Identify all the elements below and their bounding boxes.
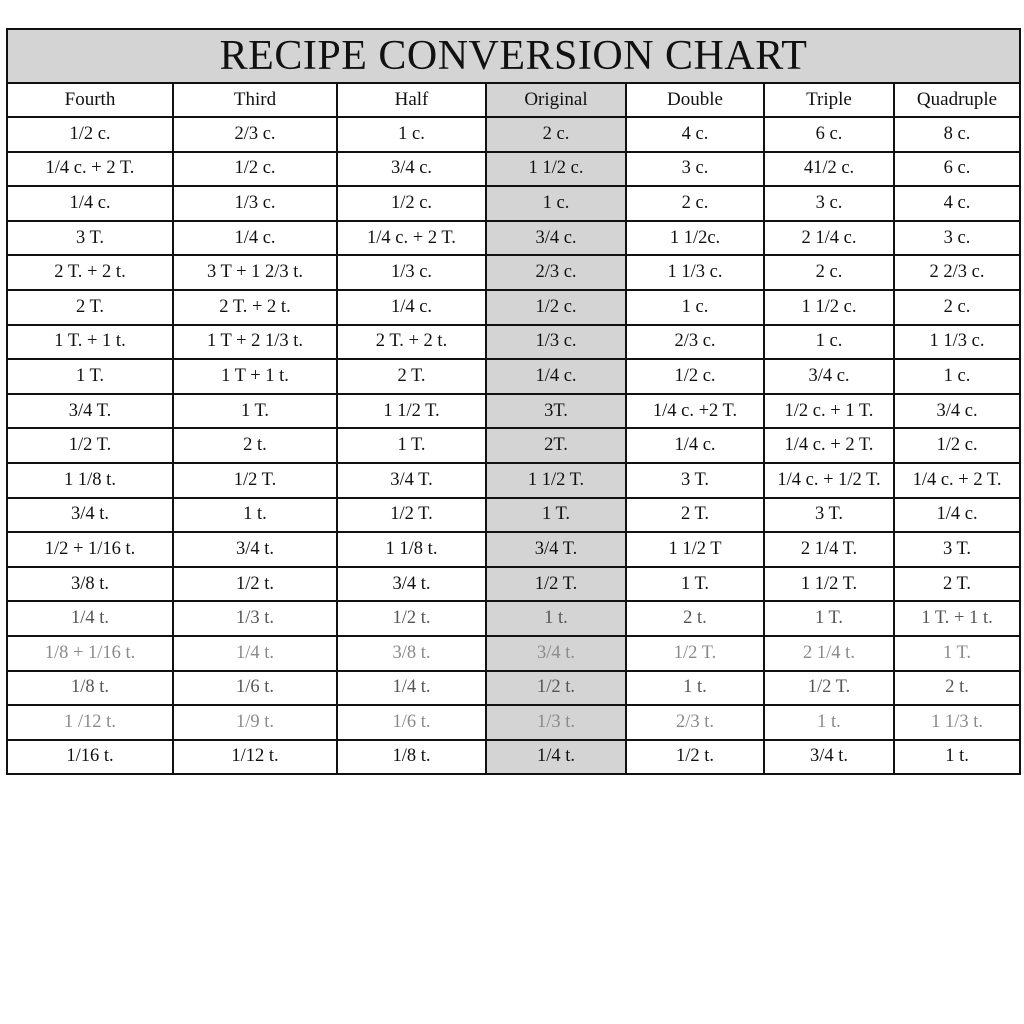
cell-double: 3 T. [626,463,764,498]
cell-half: 1/3 c. [337,255,486,290]
cell-half: 3/4 T. [337,463,486,498]
cell-double: 2/3 c. [626,325,764,360]
cell-original: 3T. [486,394,626,429]
cell-quadruple: 1/4 c. [894,498,1020,533]
cell-fourth: 1 T. [7,359,173,394]
column-header-double: Double [626,83,764,117]
cell-half: 1/8 t. [337,740,486,775]
cell-half: 3/4 c. [337,152,486,187]
cell-fourth: 1/2 T. [7,428,173,463]
cell-triple: 3 T. [764,498,894,533]
table-row [7,463,1020,498]
cell-third: 1 T. [173,394,337,429]
cell-half: 1/2 t. [337,601,486,636]
cell-original: 1/4 t. [486,740,626,775]
cell-third: 3 T + 1 2/3 t. [173,255,337,290]
table-row [7,255,1020,290]
cell-original: 1 T. [486,498,626,533]
cell-triple: 3/4 t. [764,740,894,775]
cell-original: 2 c. [486,117,626,152]
table-row [7,601,1020,636]
column-header-quadruple: Quadruple [894,83,1020,117]
cell-original: 1 t. [486,601,626,636]
column-header-original: Original [486,83,626,117]
table-row [7,117,1020,152]
cell-original: 1 1/2 c. [486,152,626,187]
cell-quadruple: 2 t. [894,671,1020,706]
table-row [7,290,1020,325]
cell-half: 2 T. [337,359,486,394]
cell-third: 1/3 t. [173,601,337,636]
cell-double: 1 1/3 c. [626,255,764,290]
cell-quadruple: 6 c. [894,152,1020,187]
table-row [7,636,1020,671]
table-row [7,221,1020,256]
cell-original: 2/3 c. [486,255,626,290]
cell-triple: 1 T. [764,601,894,636]
table-body [7,117,1020,774]
cell-quadruple: 4 c. [894,186,1020,221]
cell-fourth: 1 /12 t. [7,705,173,740]
cell-fourth: 2 T. [7,290,173,325]
table-row [7,394,1020,429]
cell-original: 3/4 c. [486,221,626,256]
cell-original: 3/4 t. [486,636,626,671]
cell-quadruple: 1/4 c. + 2 T. [894,463,1020,498]
cell-double: 1 1/2c. [626,221,764,256]
cell-third: 1/12 t. [173,740,337,775]
cell-double: 2/3 t. [626,705,764,740]
cell-double: 1 1/2 T [626,532,764,567]
cell-half: 1/4 c. + 2 T. [337,221,486,256]
cell-third: 1 t. [173,498,337,533]
table-row [7,325,1020,360]
cell-triple: 2 1/4 c. [764,221,894,256]
cell-fourth: 1/8 + 1/16 t. [7,636,173,671]
cell-quadruple: 2 2/3 c. [894,255,1020,290]
cell-original: 1 1/2 T. [486,463,626,498]
cell-triple: 41/2 c. [764,152,894,187]
conversion-chart [6,28,1019,775]
cell-third: 2/3 c. [173,117,337,152]
conversion-table [6,28,1021,775]
chart-title: RECIPE CONVERSION CHART [7,29,1020,83]
cell-fourth: 3/8 t. [7,567,173,602]
cell-original: 1/4 c. [486,359,626,394]
cell-third: 2 t. [173,428,337,463]
cell-original: 1/2 c. [486,290,626,325]
cell-triple: 1/2 T. [764,671,894,706]
cell-third: 1/3 c. [173,186,337,221]
column-header-half: Half [337,83,486,117]
cell-triple: 2 c. [764,255,894,290]
cell-half: 1 c. [337,117,486,152]
cell-quadruple: 1 T. [894,636,1020,671]
cell-triple: 1/2 c. + 1 T. [764,394,894,429]
cell-double: 1/4 c. [626,428,764,463]
cell-original: 1/2 T. [486,567,626,602]
cell-third: 1/2 c. [173,152,337,187]
cell-fourth: 2 T. + 2 t. [7,255,173,290]
table-row [7,498,1020,533]
cell-quadruple: 2 c. [894,290,1020,325]
cell-double: 1/2 c. [626,359,764,394]
cell-quadruple: 1 t. [894,740,1020,775]
cell-triple: 3/4 c. [764,359,894,394]
cell-half: 1/6 t. [337,705,486,740]
column-header-fourth: Fourth [7,83,173,117]
table-row [7,705,1020,740]
table-row [7,567,1020,602]
cell-third: 1/4 c. [173,221,337,256]
cell-double: 2 t. [626,601,764,636]
cell-half: 1/2 T. [337,498,486,533]
cell-triple: 1 1/2 c. [764,290,894,325]
cell-double: 1 T. [626,567,764,602]
cell-triple: 1 t. [764,705,894,740]
cell-third: 3/4 t. [173,532,337,567]
cell-third: 1/9 t. [173,705,337,740]
cell-original: 2T. [486,428,626,463]
cell-triple: 1 c. [764,325,894,360]
cell-quadruple: 1 1/3 t. [894,705,1020,740]
cell-third: 1/6 t. [173,671,337,706]
cell-third: 1/2 T. [173,463,337,498]
cell-triple: 1/4 c. + 1/2 T. [764,463,894,498]
cell-quadruple: 1 1/3 c. [894,325,1020,360]
cell-half: 1 1/8 t. [337,532,486,567]
cell-fourth: 1/2 + 1/16 t. [7,532,173,567]
cell-double: 1/4 c. +2 T. [626,394,764,429]
cell-double: 4 c. [626,117,764,152]
table-row [7,428,1020,463]
cell-fourth: 1/16 t. [7,740,173,775]
table-row [7,152,1020,187]
cell-original: 1/2 t. [486,671,626,706]
cell-original: 1 c. [486,186,626,221]
cell-half: 1 1/2 T. [337,394,486,429]
cell-quadruple: 3 c. [894,221,1020,256]
cell-fourth: 1 T. + 1 t. [7,325,173,360]
table-row [7,671,1020,706]
cell-third: 1 T + 1 t. [173,359,337,394]
table-row [7,186,1020,221]
cell-quadruple: 1 T. + 1 t. [894,601,1020,636]
cell-third: 1/2 t. [173,567,337,602]
cell-half: 1/4 c. [337,290,486,325]
table-row [7,740,1020,775]
cell-third: 1 T + 2 1/3 t. [173,325,337,360]
cell-triple: 6 c. [764,117,894,152]
cell-fourth: 1/2 c. [7,117,173,152]
table-row [7,359,1020,394]
cell-third: 1/4 t. [173,636,337,671]
cell-half: 3/4 t. [337,567,486,602]
cell-original: 1/3 t. [486,705,626,740]
cell-original: 1/3 c. [486,325,626,360]
cell-quadruple: 1 c. [894,359,1020,394]
cell-fourth: 1/4 c. [7,186,173,221]
table-row [7,532,1020,567]
cell-triple: 2 1/4 T. [764,532,894,567]
column-header-triple: Triple [764,83,894,117]
cell-double: 3 c. [626,152,764,187]
cell-triple: 3 c. [764,186,894,221]
cell-fourth: 1/4 t. [7,601,173,636]
cell-original: 3/4 T. [486,532,626,567]
cell-quadruple: 8 c. [894,117,1020,152]
cell-double: 2 T. [626,498,764,533]
cell-fourth: 1/4 c. + 2 T. [7,152,173,187]
cell-third: 2 T. + 2 t. [173,290,337,325]
cell-half: 1 T. [337,428,486,463]
cell-triple: 2 1/4 t. [764,636,894,671]
cell-fourth: 3/4 t. [7,498,173,533]
cell-double: 1/2 t. [626,740,764,775]
cell-half: 3/8 t. [337,636,486,671]
cell-triple: 1/4 c. + 2 T. [764,428,894,463]
column-header-third: Third [173,83,337,117]
cell-fourth: 1 1/8 t. [7,463,173,498]
cell-quadruple: 3/4 c. [894,394,1020,429]
cell-quadruple: 1/2 c. [894,428,1020,463]
cell-double: 1/2 T. [626,636,764,671]
column-header-row [7,83,1020,117]
cell-fourth: 3/4 T. [7,394,173,429]
cell-quadruple: 3 T. [894,532,1020,567]
cell-half: 1/4 t. [337,671,486,706]
cell-fourth: 1/8 t. [7,671,173,706]
cell-double: 2 c. [626,186,764,221]
cell-double: 1 c. [626,290,764,325]
cell-double: 1 t. [626,671,764,706]
cell-triple: 1 1/2 T. [764,567,894,602]
cell-half: 1/2 c. [337,186,486,221]
cell-quadruple: 2 T. [894,567,1020,602]
cell-fourth: 3 T. [7,221,173,256]
cell-half: 2 T. + 2 t. [337,325,486,360]
